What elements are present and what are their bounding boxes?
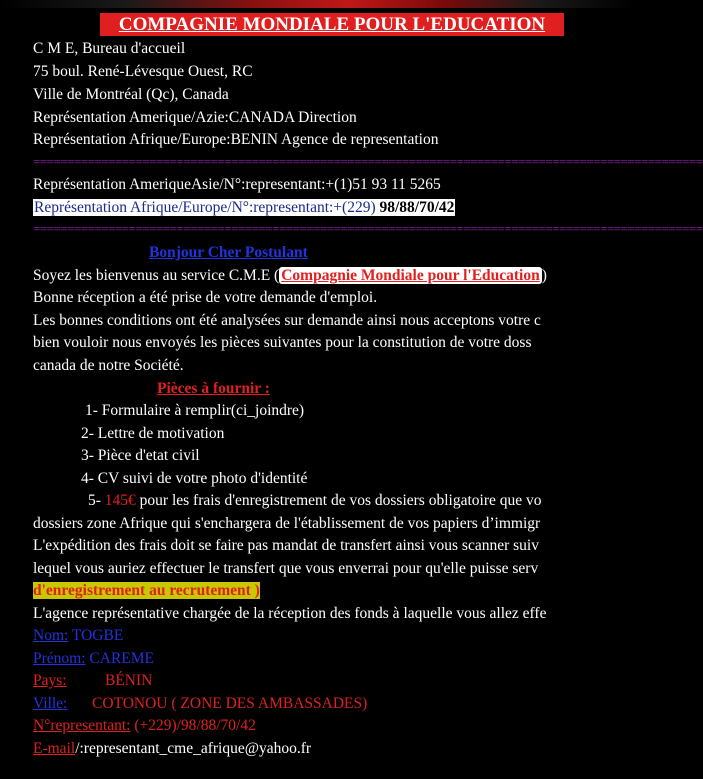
welcome-suffix: ) bbox=[541, 267, 547, 284]
paragraph-documents: bien vouloir nous envoyés les pièces suivantes pour la constitution de votre doss bbox=[33, 334, 532, 351]
piece-item-2: 2- Lettre de motivation bbox=[81, 425, 225, 442]
line-zone-afrique: dossiers zone Afrique qui s'enchargera de l'établissement de vos papiers d’immigr bbox=[33, 515, 541, 532]
ville-value: COTONOU ( ZONE DES AMBASSADES) bbox=[92, 695, 368, 712]
nom-label: Nom: bbox=[33, 627, 69, 644]
line-agence: L'agence représentative chargée de la réception des fonds à laquelle vous allez effe bbox=[33, 605, 547, 622]
piece-5-text: pour les frais d'enregistrement de vos dossiers obligatoire que vo bbox=[135, 492, 542, 509]
welcome-line bbox=[33, 266, 547, 286]
representant-value: (+229)/98/88/70/42 bbox=[130, 717, 256, 734]
paragraph-conditions: Les bonnes conditions ont été analysées sur demande ainsi nous acceptons votre c bbox=[33, 312, 541, 329]
line-enregistrement bbox=[33, 581, 260, 601]
email-label: E-mail bbox=[33, 740, 76, 757]
contact-africa-number: 98/88/70/42 bbox=[379, 199, 455, 216]
separator-2: ================================================================================================== bbox=[33, 221, 703, 236]
field-prenom bbox=[33, 649, 154, 669]
paragraph-canada: canada de notre Société. bbox=[33, 357, 184, 374]
pays-label: Pays: bbox=[33, 672, 67, 689]
highlight-enregistrement: d'enregistrement au recrutement ) bbox=[33, 582, 260, 599]
address-line-4: Représentation Amerique/Azie:CANADA Direction bbox=[33, 109, 357, 126]
address-line-5: Représentation Afrique/Europe:BENIN Agence de representation bbox=[33, 131, 439, 148]
greeting: Bonjour Cher Postulant bbox=[149, 244, 308, 261]
top-decorative-band bbox=[0, 0, 634, 8]
piece-item-1: 1- Formulaire à remplir(ci_joindre) bbox=[85, 402, 305, 419]
prenom-label: Prénom: bbox=[33, 650, 86, 667]
piece-item-5 bbox=[88, 491, 542, 511]
field-email bbox=[33, 739, 311, 759]
piece-item-4: 4- CV suivi de votre photo d'identité bbox=[81, 470, 308, 487]
paragraph-reception: Bonne réception a été prise de votre demande d'emploi. bbox=[33, 289, 378, 306]
prenom-value: CAREME bbox=[85, 650, 154, 667]
separator-1: ================================================================================================== bbox=[33, 154, 703, 169]
address-line-1: C M E, Bureau d'accueil bbox=[33, 40, 186, 57]
field-representant bbox=[33, 716, 256, 736]
cme-link[interactable]: Compagnie Mondiale pour l'Education bbox=[281, 267, 540, 284]
piece-5-number: 5- bbox=[88, 492, 105, 509]
piece-item-3: 3- Pièce d'etat civil bbox=[81, 447, 200, 464]
nom-value: TOGBE bbox=[68, 627, 124, 644]
email-value[interactable]: /:representant_cme_afrique@yahoo.fr bbox=[75, 740, 312, 757]
page-title: COMPAGNIE MONDIALE POUR L'EDUCATION bbox=[100, 13, 564, 36]
pieces-heading: Pièces à fournir : bbox=[157, 380, 270, 397]
address-line-3: Ville de Montréal (Qc), Canada bbox=[33, 86, 229, 103]
contact-africa bbox=[33, 198, 455, 218]
field-nom bbox=[33, 626, 123, 646]
contact-america: Représentation AmeriqueAsie/N°:representant:+(1)51 93 11 5265 bbox=[33, 176, 441, 193]
address-line-2: 75 boul. René-Lévesque Ouest, RC bbox=[33, 63, 253, 80]
field-pays bbox=[33, 671, 153, 691]
representant-label: N°representant: bbox=[33, 717, 131, 734]
pays-value: BÉNIN bbox=[105, 672, 153, 689]
contact-africa-prefix: Représentation Afrique/Europe/N°:representant:+(229) bbox=[34, 199, 380, 216]
line-expedition: L'expédition des frais doit se faire pas mandat de transfert ainsi vous scanner suiv bbox=[33, 537, 539, 554]
ville-label: Ville: bbox=[33, 695, 68, 712]
welcome-prefix: Soyez les bienvenus au service C.M.E ( bbox=[33, 267, 280, 284]
line-transfert: lequel vous auriez effectuer le transfert que vous enverrai pour qu'elle puisse serv bbox=[33, 560, 539, 577]
field-ville bbox=[33, 694, 368, 714]
piece-5-amount: 145€ bbox=[104, 492, 136, 509]
